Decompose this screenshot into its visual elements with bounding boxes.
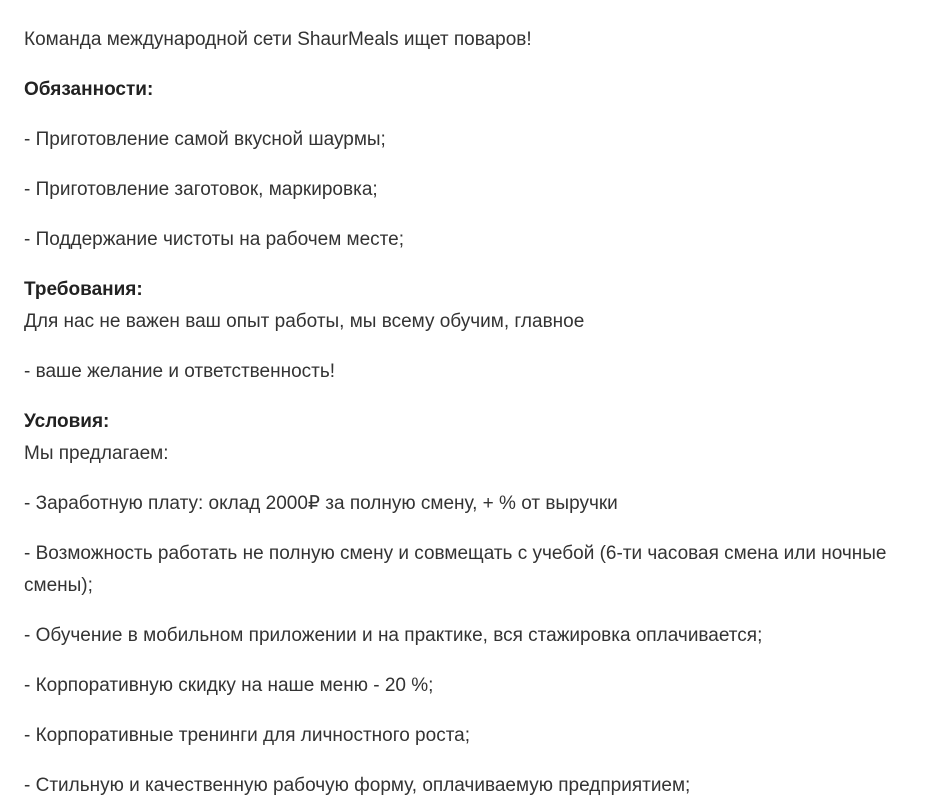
condition-item: - Корпоративную скидку на наше меню - 20 %;: [24, 675, 434, 696]
requirement-item: - ваше желание и ответственность!: [24, 361, 336, 382]
requirements-heading: Требования:: [24, 279, 143, 300]
requirements-text: Для нас не важен ваш опыт работы, мы всему обучим, главное: [24, 311, 585, 332]
duty-item: - Приготовление самой вкусной шаурмы;: [24, 129, 386, 150]
condition-item: - Возможность работать не полную смену и совмещать с учебой (6-ти часовая смена или ночные смены);: [24, 543, 887, 596]
duty-item: - Поддержание чистоты на рабочем месте;: [24, 229, 405, 250]
conditions-text: Мы предлагаем:: [24, 443, 169, 464]
duties-heading: Обязанности:: [24, 79, 154, 100]
condition-item: - Обучение в мобильном приложении и на практике, вся стажировка оплачивается;: [24, 625, 763, 646]
duty-item: - Приготовление заготовок, маркировка;: [24, 179, 378, 200]
condition-item: - Корпоративные тренинги для личностного роста;: [24, 725, 471, 746]
condition-item: - Заработную плату: оклад 2000₽ за полную смену, + % от выручки: [24, 493, 618, 514]
intro-text: Команда международной сети ShaurMeals ищет поваров!: [24, 29, 532, 50]
condition-item: - Стильную и качественную рабочую форму, оплачиваемую предприятием;: [24, 775, 691, 796]
conditions-heading: Условия:: [24, 411, 110, 432]
